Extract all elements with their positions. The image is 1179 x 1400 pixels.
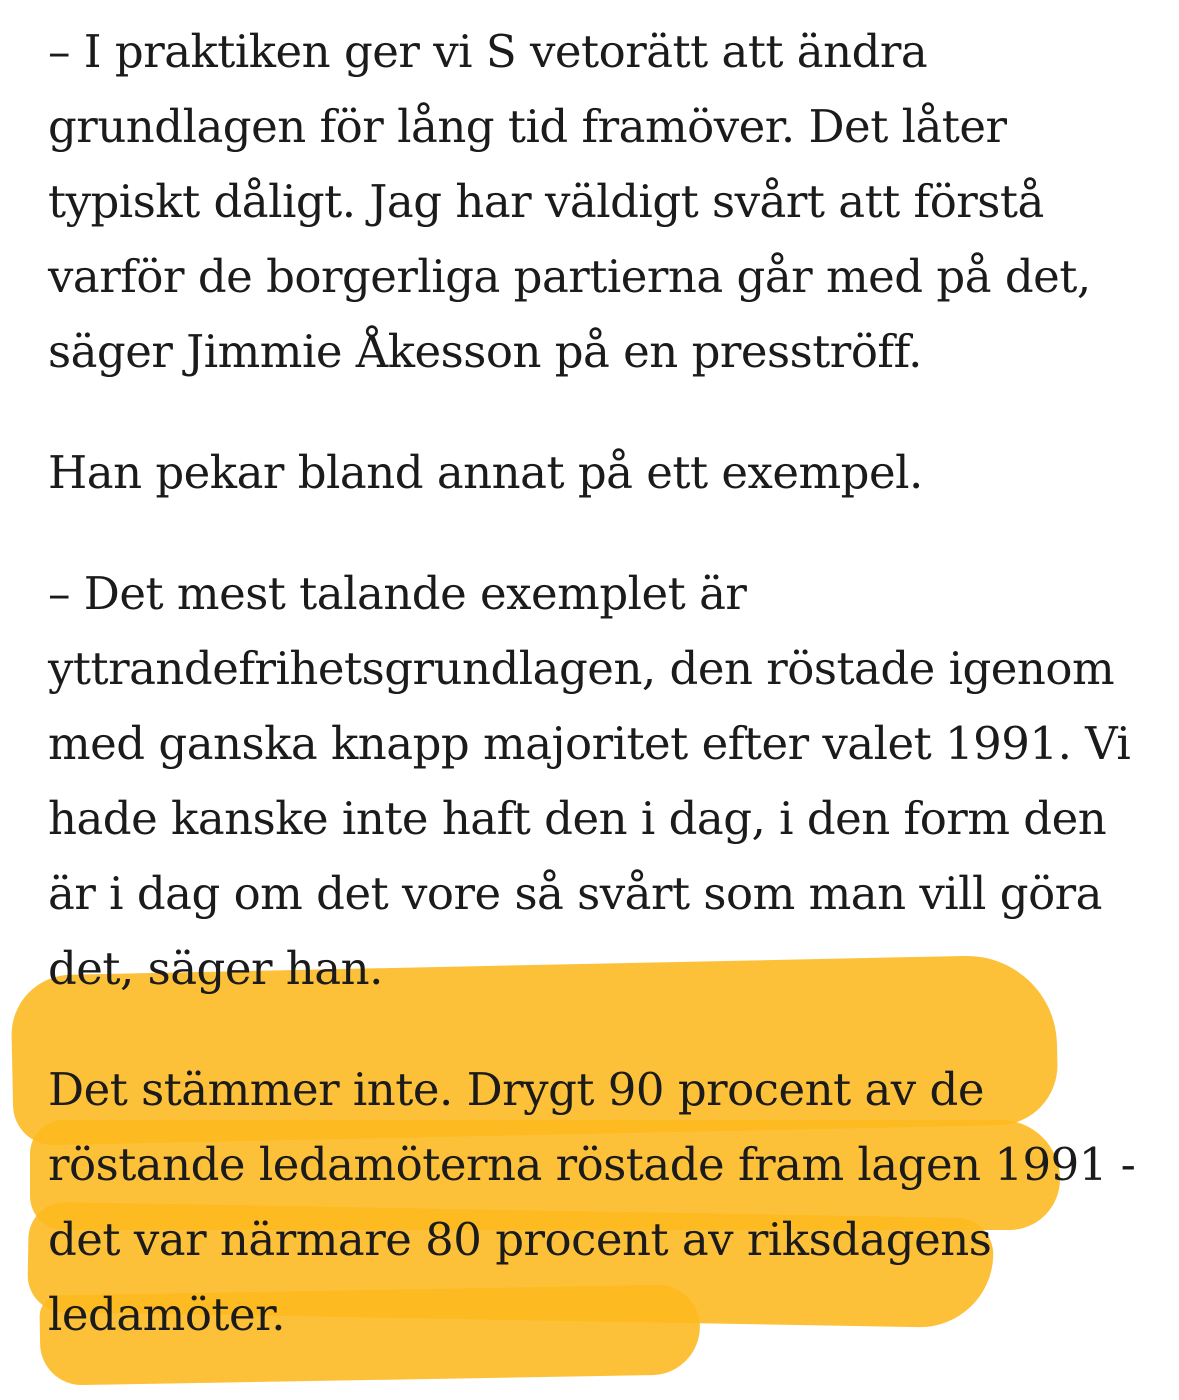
paragraph-quote-veto: – I praktiken ger vi S vetorätt att ändra grundlagen för lång tid framöver. Det låter typiskt dåligt. Jag har väldigt svårt att förstå varför de borgerliga partierna går med på det, säger Jimmie Åkesson på en presströff. <box>48 25 1091 378</box>
article-body <box>48 14 1138 1398</box>
paragraph-fact-check: Det stämmer inte. Drygt 90 procent av de röstande ledamöterna röstade fram lagen 1991 - det var närmare 80 procent av riksdagens ledamöter. <box>48 1063 1136 1341</box>
paragraph-quote-example: – Det mest talande exemplet är yttrandefrihetsgrundlagen, den röstade igenom med ganska knapp majoritet efter valet 1991. Vi hade kanske inte haft den i dag, i den form den är i dag om det vore så svårt som man vill göra det, säger han. <box>48 567 1131 995</box>
paragraph-example-intro: Han pekar bland annat på ett exempel. <box>48 446 923 499</box>
